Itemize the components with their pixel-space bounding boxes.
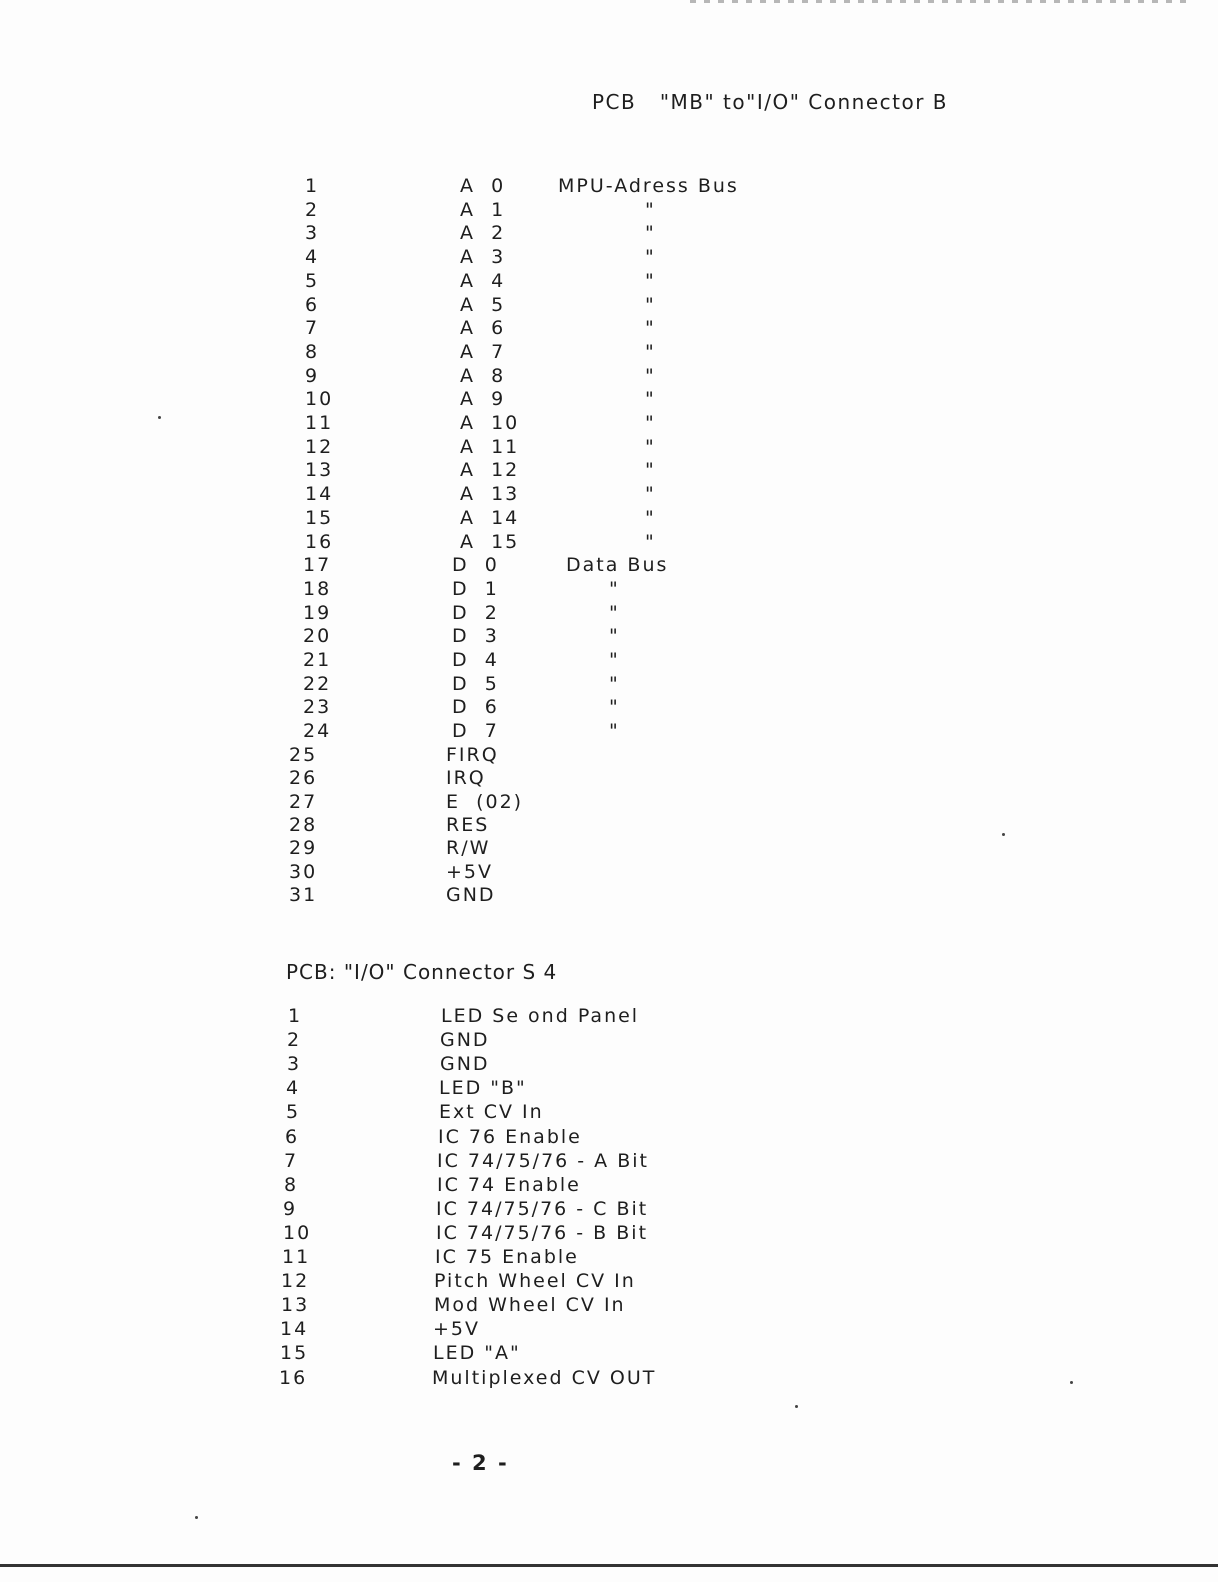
signal-name: A 3: [460, 246, 506, 269]
signal-description: MPU-Adress Bus: [558, 175, 739, 197]
pin-number: 25: [289, 743, 318, 766]
pin-number: 8: [305, 340, 320, 363]
scan-speck: [1070, 1381, 1073, 1384]
signal-description: ": [609, 672, 620, 695]
signal-description: ": [645, 293, 656, 316]
signal-name: FIRQ: [446, 743, 499, 766]
signal-name: Multiplexed CV OUT: [432, 1366, 657, 1389]
pin-number: 6: [285, 1125, 300, 1148]
connector-b-title: PCB "MB" to"I/O" Connector B: [592, 90, 948, 114]
scan-speck: [1002, 833, 1005, 836]
signal-name: A 12: [460, 459, 520, 482]
signal-description: ": [609, 649, 620, 671]
pin-number: 14: [305, 483, 334, 506]
pin-number: 11: [305, 412, 334, 434]
signal-description: ": [609, 720, 620, 743]
pin-number: 5: [305, 269, 320, 292]
signal-name: A 8: [460, 364, 506, 387]
signal-name: D 2: [452, 601, 499, 624]
signal-name: A 1: [460, 198, 506, 221]
pin-number: 24: [303, 720, 332, 743]
signal-description: ": [645, 506, 656, 529]
pin-number: 11: [282, 1246, 311, 1268]
pin-number: 16: [279, 1366, 308, 1389]
signal-name: A 15: [460, 530, 520, 553]
signal-description: ": [645, 198, 656, 221]
signal-name: IC 74/75/76 - B Bit: [436, 1221, 649, 1244]
signal-name: IC 74 Enable: [437, 1173, 581, 1196]
pin-number: 30: [289, 860, 318, 883]
signal-name: Ext CV In: [439, 1101, 544, 1124]
signal-name: Mod Wheel CV In: [434, 1294, 626, 1317]
pin-number: 4: [305, 246, 320, 269]
pin-number: 23: [303, 696, 332, 719]
pin-number: 10: [305, 388, 334, 411]
signal-description: ": [645, 483, 656, 506]
signal-name: GND: [440, 1029, 490, 1052]
signal-name: IC 74/75/76 - A Bit: [437, 1149, 649, 1172]
signal-name: D 0: [452, 554, 499, 577]
signal-description: ": [645, 246, 656, 269]
signal-name: +5V: [433, 1318, 481, 1341]
pin-number: 19: [303, 601, 332, 624]
signal-description: ": [645, 364, 656, 387]
signal-name: D 6: [452, 696, 499, 719]
signal-name: A 14: [460, 506, 520, 529]
pin-number: 13: [305, 459, 334, 482]
signal-description: ": [645, 317, 656, 340]
signal-name: A 4: [460, 269, 506, 292]
signal-name: D 5: [452, 672, 499, 695]
pin-number: 31: [289, 884, 318, 907]
pin-number: 10: [283, 1221, 312, 1244]
signal-name: IC 74/75/76 - C Bit: [436, 1197, 649, 1220]
signal-name: +5V: [446, 860, 494, 883]
scan-speck: [795, 1405, 798, 1408]
signal-name: LED Se ond Panel: [441, 1005, 640, 1027]
signal-description: ": [645, 412, 656, 434]
signal-description: ": [609, 625, 620, 648]
pin-number: 1: [288, 1005, 303, 1027]
scan-speck: [158, 416, 161, 419]
pin-number: 2: [305, 198, 320, 221]
scan-noise: [690, 0, 1190, 3]
signal-description: ": [609, 577, 620, 600]
signal-description: Data Bus: [566, 554, 669, 577]
signal-description: ": [645, 459, 656, 482]
signal-name: IC 75 Enable: [435, 1246, 579, 1268]
pin-number: 6: [305, 293, 320, 316]
signal-name: GND: [446, 884, 496, 907]
pin-number: 28: [289, 814, 318, 836]
pin-number: 9: [305, 364, 320, 387]
signal-name: D 1: [452, 577, 499, 600]
signal-name: E (02): [446, 790, 524, 813]
pin-number: 15: [280, 1342, 309, 1365]
pin-number: 12: [305, 435, 334, 458]
signal-name: A 2: [460, 222, 506, 245]
signal-description: ": [609, 696, 620, 719]
signal-name: Pitch Wheel CV In: [434, 1270, 636, 1293]
pin-number: 22: [303, 672, 332, 695]
signal-name: RES: [446, 814, 490, 836]
pin-number: 20: [303, 625, 332, 648]
pin-number: 8: [284, 1173, 299, 1196]
pin-number: 17: [303, 554, 332, 577]
signal-name: A 7: [460, 340, 506, 363]
pin-number: 3: [305, 222, 320, 245]
signal-description: ": [645, 530, 656, 553]
pin-number: 9: [283, 1197, 298, 1220]
pin-number: 12: [281, 1270, 310, 1293]
signal-name: A 9: [460, 388, 506, 411]
pin-number: 14: [280, 1318, 309, 1341]
pin-number: 16: [305, 530, 334, 553]
signal-name: D 4: [452, 649, 499, 671]
signal-description: ": [645, 340, 656, 363]
scan-speck: [195, 1516, 198, 1519]
signal-description: ": [645, 388, 656, 411]
pin-number: 5: [286, 1101, 301, 1124]
signal-name: LED "A": [433, 1342, 521, 1365]
signal-name: A 6: [460, 317, 506, 340]
signal-name: IC 76 Enable: [438, 1125, 582, 1148]
pin-number: 26: [289, 767, 318, 790]
page-number: - 2 -: [452, 1451, 509, 1475]
pin-number: 7: [305, 317, 320, 340]
signal-name: A 10: [460, 412, 520, 434]
signal-description: ": [645, 435, 656, 458]
scan-edge: [0, 1564, 1218, 1567]
signal-name: A 11: [460, 435, 520, 458]
signal-name: R/W: [446, 837, 491, 860]
signal-name: LED "B": [439, 1077, 527, 1100]
pin-number: 1: [305, 175, 320, 197]
pin-number: 27: [289, 790, 318, 813]
signal-description: ": [645, 269, 656, 292]
pin-number: 13: [281, 1294, 310, 1317]
pin-number: 3: [287, 1053, 302, 1076]
pin-number: 2: [287, 1029, 302, 1052]
pin-number: 15: [305, 506, 334, 529]
signal-description: ": [609, 601, 620, 624]
pin-number: 29: [289, 837, 318, 860]
pin-number: 21: [303, 649, 332, 671]
signal-name: D 3: [452, 625, 499, 648]
connector-s4-title: PCB: "I/O" Connector S 4: [286, 960, 558, 984]
signal-name: GND: [440, 1053, 490, 1076]
pin-number: 4: [286, 1077, 301, 1100]
pin-number: 18: [303, 577, 332, 600]
signal-name: A 5: [460, 293, 506, 316]
pin-number: 7: [284, 1149, 299, 1172]
signal-name: A 13: [460, 483, 520, 506]
signal-name: IRQ: [446, 767, 486, 790]
signal-name: D 7: [452, 720, 499, 743]
signal-description: ": [645, 222, 656, 245]
signal-name: A 0: [460, 175, 506, 197]
